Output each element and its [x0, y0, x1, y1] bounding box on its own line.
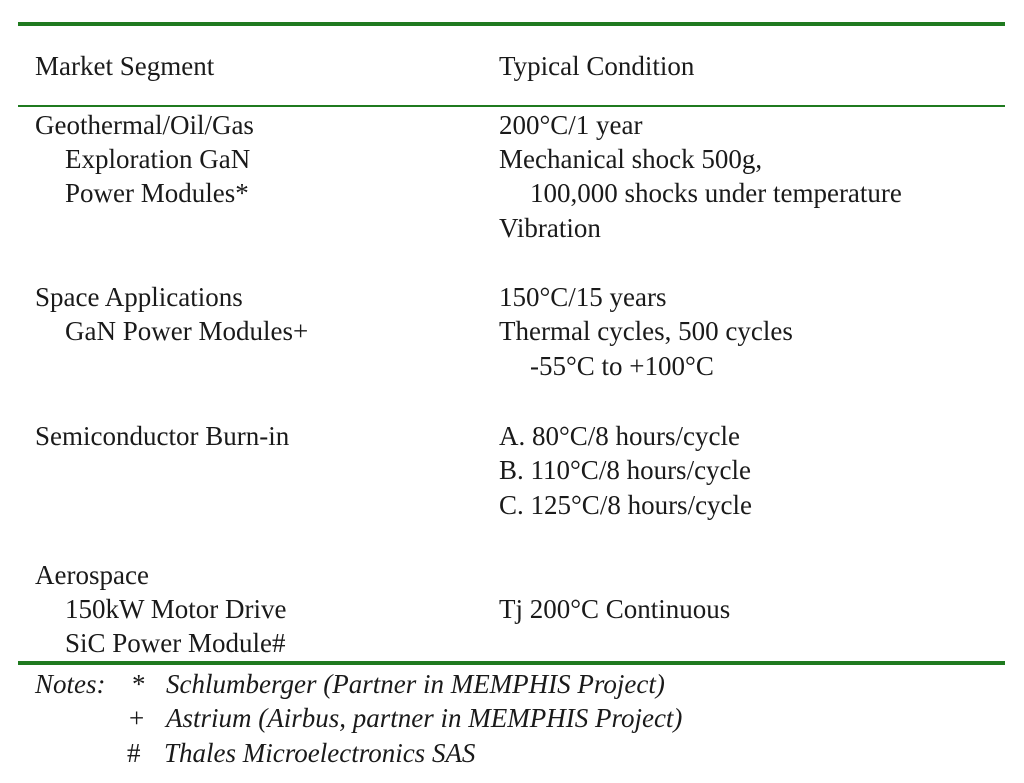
condition-space-line1: 150°C/15 years	[499, 282, 667, 312]
header-typical-condition: Typical Condition	[499, 51, 695, 81]
segment-aerospace-line3: SiC Power Module#	[65, 628, 286, 658]
segment-geothermal-line2: Exploration GaN	[65, 144, 251, 174]
condition-geothermal-line3: 100,000 shocks under temperature	[530, 178, 902, 208]
header-market-segment: Market Segment	[35, 51, 215, 81]
condition-geothermal-line4: Vibration	[499, 213, 601, 243]
segment-space-line2: GaN Power Modules+	[65, 316, 309, 346]
condition-burn-in-b: B. 110°C/8 hours/cycle	[499, 455, 752, 485]
condition-burn-in-a: A. 80°C/8 hours/cycle	[499, 421, 741, 451]
segment-space: Space Applications	[35, 282, 243, 312]
note-symbol-hash: #	[127, 738, 141, 768]
note-symbol-asterisk: *	[132, 669, 146, 699]
condition-space-line2: Thermal cycles, 500 cycles	[499, 316, 793, 346]
table-bottom-rule	[18, 661, 1005, 665]
condition-geothermal-line1: 200°C/1 year	[499, 110, 643, 140]
segment-semiconductor-burn-in: Semiconductor Burn-in	[35, 421, 290, 451]
header-rule	[18, 105, 1005, 107]
condition-space-line3: -55°C to +100°C	[530, 351, 714, 381]
segment-geothermal-line3: Power Modules*	[65, 178, 249, 208]
table-top-rule	[18, 22, 1005, 26]
condition-geothermal-line2: Mechanical shock 500g,	[499, 144, 763, 174]
condition-burn-in-c: C. 125°C/8 hours/cycle	[499, 490, 753, 520]
segment-aerospace: Aerospace	[35, 560, 149, 590]
notes-label: Notes:	[35, 669, 106, 699]
segment-aerospace-line2: 150kW Motor Drive	[65, 594, 287, 624]
note-schlumberger: Schlumberger (Partner in MEMPHIS Project)	[166, 669, 665, 699]
note-thales: Thales Microelectronics SAS	[164, 738, 476, 768]
note-symbol-plus: +	[129, 703, 145, 733]
segment-geothermal: Geothermal/Oil/Gas	[35, 110, 254, 140]
note-astrium: Astrium (Airbus, partner in MEMPHIS Project)	[166, 703, 683, 733]
condition-aerospace: Tj 200°C Continuous	[499, 594, 731, 624]
